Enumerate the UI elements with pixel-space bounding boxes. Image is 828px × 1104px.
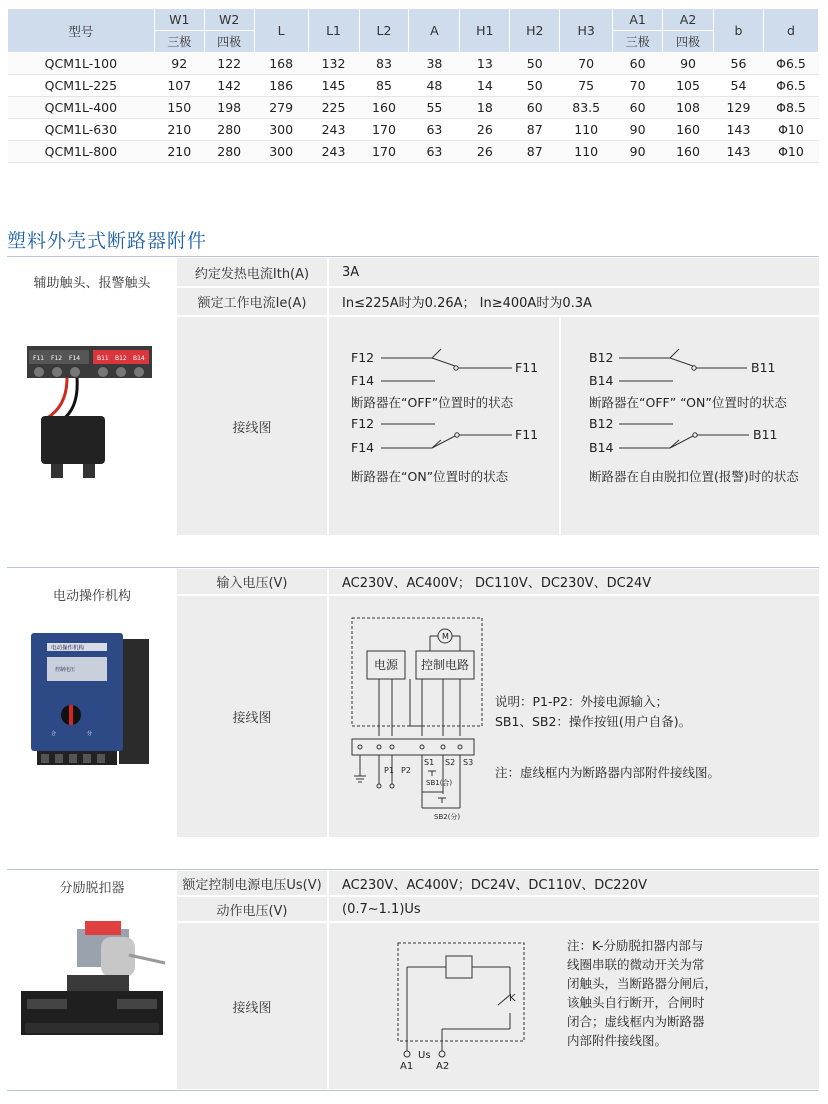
table-cell: 55 bbox=[409, 97, 460, 119]
table-cell: 63 bbox=[409, 141, 460, 163]
table-cell: 143 bbox=[714, 119, 764, 141]
divider bbox=[7, 869, 819, 870]
table-cell: Φ6.5 bbox=[763, 75, 818, 97]
divider bbox=[7, 1090, 819, 1091]
term-label: F14 bbox=[351, 373, 375, 388]
row-value: AC230V、AC400V； DC110V、DC230V、DC24V bbox=[342, 576, 652, 591]
photo-label: B11 bbox=[97, 355, 109, 362]
table-row bbox=[8, 53, 819, 75]
row-value: AC230V、AC400V；DC24V、DC110V、DC220V bbox=[342, 877, 648, 893]
table-cell: 26 bbox=[460, 119, 510, 141]
header-cell: A bbox=[409, 9, 460, 53]
table-cell: 168 bbox=[254, 53, 308, 75]
row-value: (0.7~1.1)Us bbox=[342, 901, 421, 917]
table-cell: QCM1L-800 bbox=[8, 141, 155, 163]
table-cell: 107 bbox=[154, 75, 204, 97]
table-cell: 14 bbox=[460, 75, 510, 97]
motor-row-wiring bbox=[177, 596, 819, 839]
table-cell: 83.5 bbox=[560, 97, 613, 119]
table-cell: 198 bbox=[204, 97, 254, 119]
table-cell: 110 bbox=[560, 141, 613, 163]
table-cell: 210 bbox=[154, 119, 204, 141]
motor-operator-photo bbox=[27, 631, 157, 771]
divider bbox=[7, 567, 819, 568]
note-text: 注：虚线框内为断路器内部附件接线图。 bbox=[495, 765, 721, 780]
table-cell: QCM1L-100 bbox=[8, 53, 155, 75]
table-cell: 300 bbox=[254, 119, 308, 141]
table-cell: 210 bbox=[154, 141, 204, 163]
photo-label: F12 bbox=[51, 355, 63, 362]
subheader-cell: 三极 bbox=[613, 31, 663, 53]
note-line: 该触头自行断开，合闸时 bbox=[567, 995, 705, 1010]
row-label: 额定控制电源电压Us(V) bbox=[177, 871, 329, 895]
term-label: B11 bbox=[753, 427, 778, 442]
shunt-title: 分励脱扣器 bbox=[59, 881, 125, 896]
table-cell: Φ10 bbox=[763, 119, 818, 141]
table-cell: 280 bbox=[204, 119, 254, 141]
divider bbox=[7, 256, 819, 257]
term-label: B14 bbox=[589, 440, 614, 455]
spec-table bbox=[7, 8, 819, 163]
switch-label: K bbox=[509, 993, 516, 1004]
block-label: 电源 bbox=[374, 658, 399, 672]
subheader-cell: 三极 bbox=[154, 31, 204, 53]
table-row bbox=[8, 75, 819, 97]
shunt-row-wiring bbox=[177, 923, 819, 1091]
header-cell: H1 bbox=[460, 9, 510, 53]
row-label: 接线图 bbox=[177, 923, 329, 1089]
table-cell: 87 bbox=[510, 119, 560, 141]
table-cell: 110 bbox=[560, 119, 613, 141]
table-cell: 54 bbox=[714, 75, 764, 97]
table-cell: QCM1L-225 bbox=[8, 75, 155, 97]
table-cell: 60 bbox=[613, 53, 663, 75]
term-label: B12 bbox=[589, 416, 614, 431]
table-cell: 142 bbox=[204, 75, 254, 97]
aux-row-wiring bbox=[177, 317, 819, 535]
table-row bbox=[8, 141, 819, 163]
table-cell: 90 bbox=[613, 119, 663, 141]
note-text: SB1、SB2：操作按钮(用户自备)。 bbox=[495, 714, 692, 729]
aux-wiring-diagram bbox=[329, 317, 819, 535]
table-cell: QCM1L-400 bbox=[8, 97, 155, 119]
shunt-row-us bbox=[177, 871, 819, 897]
table-cell: 186 bbox=[254, 75, 308, 97]
row-label: 额定工作电流Ie(A) bbox=[177, 288, 329, 315]
header-cell: A2 bbox=[663, 9, 714, 31]
note-line: 闭合；虚线框内为断路器 bbox=[567, 1014, 705, 1029]
header-cell: H2 bbox=[510, 9, 560, 53]
aux-row-ith bbox=[177, 258, 819, 288]
table-cell: 70 bbox=[560, 53, 613, 75]
table-cell: Φ6.5 bbox=[763, 53, 818, 75]
header-cell: L bbox=[254, 9, 308, 53]
photo-label: F11 bbox=[33, 355, 45, 362]
term-label: B11 bbox=[751, 360, 776, 375]
header-cell: W1 bbox=[154, 9, 204, 31]
photo-text: 控制电压 bbox=[55, 667, 76, 673]
term-label: B12 bbox=[589, 350, 614, 365]
table-cell: 170 bbox=[359, 141, 409, 163]
table-cell: 160 bbox=[663, 119, 714, 141]
table-cell: 145 bbox=[308, 75, 359, 97]
photo-text: 分 bbox=[87, 731, 93, 737]
term-label: S3 bbox=[463, 758, 474, 767]
table-cell: 60 bbox=[613, 97, 663, 119]
table-cell: 279 bbox=[254, 97, 308, 119]
row-label: 接线图 bbox=[177, 317, 329, 535]
motor-title: 电动操作机构 bbox=[52, 589, 131, 604]
terminal-label: A1 bbox=[400, 1061, 414, 1072]
note-text: 说明：P1-P2：外接电源输入； bbox=[495, 694, 668, 709]
table-cell: 170 bbox=[359, 119, 409, 141]
table-cell: 83 bbox=[359, 53, 409, 75]
table-row bbox=[8, 97, 819, 119]
table-cell: 150 bbox=[154, 97, 204, 119]
table-cell: 243 bbox=[308, 119, 359, 141]
note-line: 注：K-分励脱扣器内部与 bbox=[567, 938, 704, 953]
table-cell: 105 bbox=[663, 75, 714, 97]
note-line: 内部附件接线图。 bbox=[567, 1033, 668, 1048]
table-cell: 38 bbox=[409, 53, 460, 75]
table-cell: 85 bbox=[359, 75, 409, 97]
term-label: S1 bbox=[424, 758, 435, 767]
term-label: S2 bbox=[445, 758, 456, 767]
block-label: 控制电路 bbox=[421, 658, 470, 672]
table-cell: 90 bbox=[663, 53, 714, 75]
header-cell: A1 bbox=[613, 9, 663, 31]
table-cell: 60 bbox=[510, 97, 560, 119]
button-label: SB2(分) bbox=[434, 813, 461, 821]
header-cell: L2 bbox=[359, 9, 409, 53]
header-cell: L1 bbox=[308, 9, 359, 53]
table-cell: QCM1L-630 bbox=[8, 119, 155, 141]
table-cell: 225 bbox=[308, 97, 359, 119]
motor-wiring-diagram bbox=[332, 596, 819, 837]
table-cell: 75 bbox=[560, 75, 613, 97]
term-label: F14 bbox=[351, 440, 375, 455]
table-cell: 50 bbox=[510, 53, 560, 75]
table-cell: 18 bbox=[460, 97, 510, 119]
table-cell: 243 bbox=[308, 141, 359, 163]
table-cell: 108 bbox=[663, 97, 714, 119]
header-cell: d bbox=[763, 9, 818, 53]
table-cell: 160 bbox=[663, 141, 714, 163]
shunt-trip-photo bbox=[17, 919, 167, 1049]
photo-label: B12 bbox=[115, 355, 127, 362]
motor-row-voltage bbox=[177, 569, 819, 596]
aux-contact-photo bbox=[27, 346, 152, 481]
note-line: 闭触头，当断路器分闸后， bbox=[567, 976, 718, 991]
table-row bbox=[8, 119, 819, 141]
term-label: F11 bbox=[515, 360, 539, 375]
row-label: 接线图 bbox=[177, 596, 329, 837]
note-line: 线圈串联的微动开关为常 bbox=[567, 957, 705, 972]
table-cell: 129 bbox=[714, 97, 764, 119]
table-cell: 13 bbox=[460, 53, 510, 75]
state-caption: 断路器在“OFF”位置时的状态 bbox=[351, 395, 514, 410]
table-cell: 70 bbox=[613, 75, 663, 97]
motor-operator-section bbox=[7, 569, 819, 837]
aux-row-ie bbox=[177, 288, 819, 317]
term-label: F11 bbox=[515, 427, 539, 442]
table-cell: Φ8.5 bbox=[763, 97, 818, 119]
photo-text: 电动操作机构 bbox=[51, 645, 85, 652]
header-cell: b bbox=[714, 9, 764, 53]
term-label: P2 bbox=[401, 766, 411, 775]
state-caption: 断路器在“ON”位置时的状态 bbox=[351, 469, 509, 484]
photo-text: 合 bbox=[51, 731, 57, 737]
terminal-label: A2 bbox=[436, 1061, 450, 1072]
row-label: 输入电压(V) bbox=[177, 569, 329, 594]
table-cell: 90 bbox=[613, 141, 663, 163]
motor-symbol: M bbox=[442, 632, 449, 641]
terminal-label: Us bbox=[418, 1050, 431, 1061]
aux-contact-section bbox=[7, 258, 819, 535]
subheader-cell: 四极 bbox=[204, 31, 254, 53]
section-title: 塑料外壳式断路器附件 bbox=[7, 230, 208, 252]
table-cell: 87 bbox=[510, 141, 560, 163]
button-label: SB1(合) bbox=[426, 779, 453, 787]
table-cell: 50 bbox=[510, 75, 560, 97]
row-value: 3A bbox=[342, 264, 360, 280]
state-caption: 断路器在“OFF” “ON”位置时的状态 bbox=[589, 395, 787, 410]
row-value: In≤225A时为0.26A； In≥400A时为0.3A bbox=[342, 296, 592, 311]
term-label: P1 bbox=[384, 766, 394, 775]
table-cell: 63 bbox=[409, 119, 460, 141]
term-label: F12 bbox=[351, 416, 375, 431]
aux-title: 辅助触头、报警触头 bbox=[33, 276, 151, 291]
table-cell: 48 bbox=[409, 75, 460, 97]
table-cell: 132 bbox=[308, 53, 359, 75]
term-label: F12 bbox=[351, 350, 375, 365]
table-cell: 122 bbox=[204, 53, 254, 75]
row-label: 动作电压(V) bbox=[177, 897, 329, 921]
header-cell: H3 bbox=[560, 9, 613, 53]
photo-label: B14 bbox=[133, 355, 145, 362]
table-cell: 160 bbox=[359, 97, 409, 119]
table-cell: 280 bbox=[204, 141, 254, 163]
table-cell: 300 bbox=[254, 141, 308, 163]
shunt-wiring-diagram bbox=[332, 923, 819, 1089]
table-cell: 26 bbox=[460, 141, 510, 163]
state-caption: 断路器在自由脱扣位置(报警)时的状态 bbox=[589, 469, 799, 484]
table-cell: 56 bbox=[714, 53, 764, 75]
subheader-cell: 四极 bbox=[663, 31, 714, 53]
table-cell: 92 bbox=[154, 53, 204, 75]
spec-header-row bbox=[8, 9, 819, 31]
shunt-row-action bbox=[177, 897, 819, 923]
term-label: B14 bbox=[589, 373, 614, 388]
shunt-trip-section bbox=[7, 871, 819, 1089]
header-cell: 型号 bbox=[8, 9, 155, 53]
photo-label: F14 bbox=[69, 355, 81, 362]
row-label: 约定发热电流Ith(A) bbox=[177, 258, 329, 286]
header-cell: W2 bbox=[204, 9, 254, 31]
table-cell: 143 bbox=[714, 141, 764, 163]
table-cell: Φ10 bbox=[763, 141, 818, 163]
